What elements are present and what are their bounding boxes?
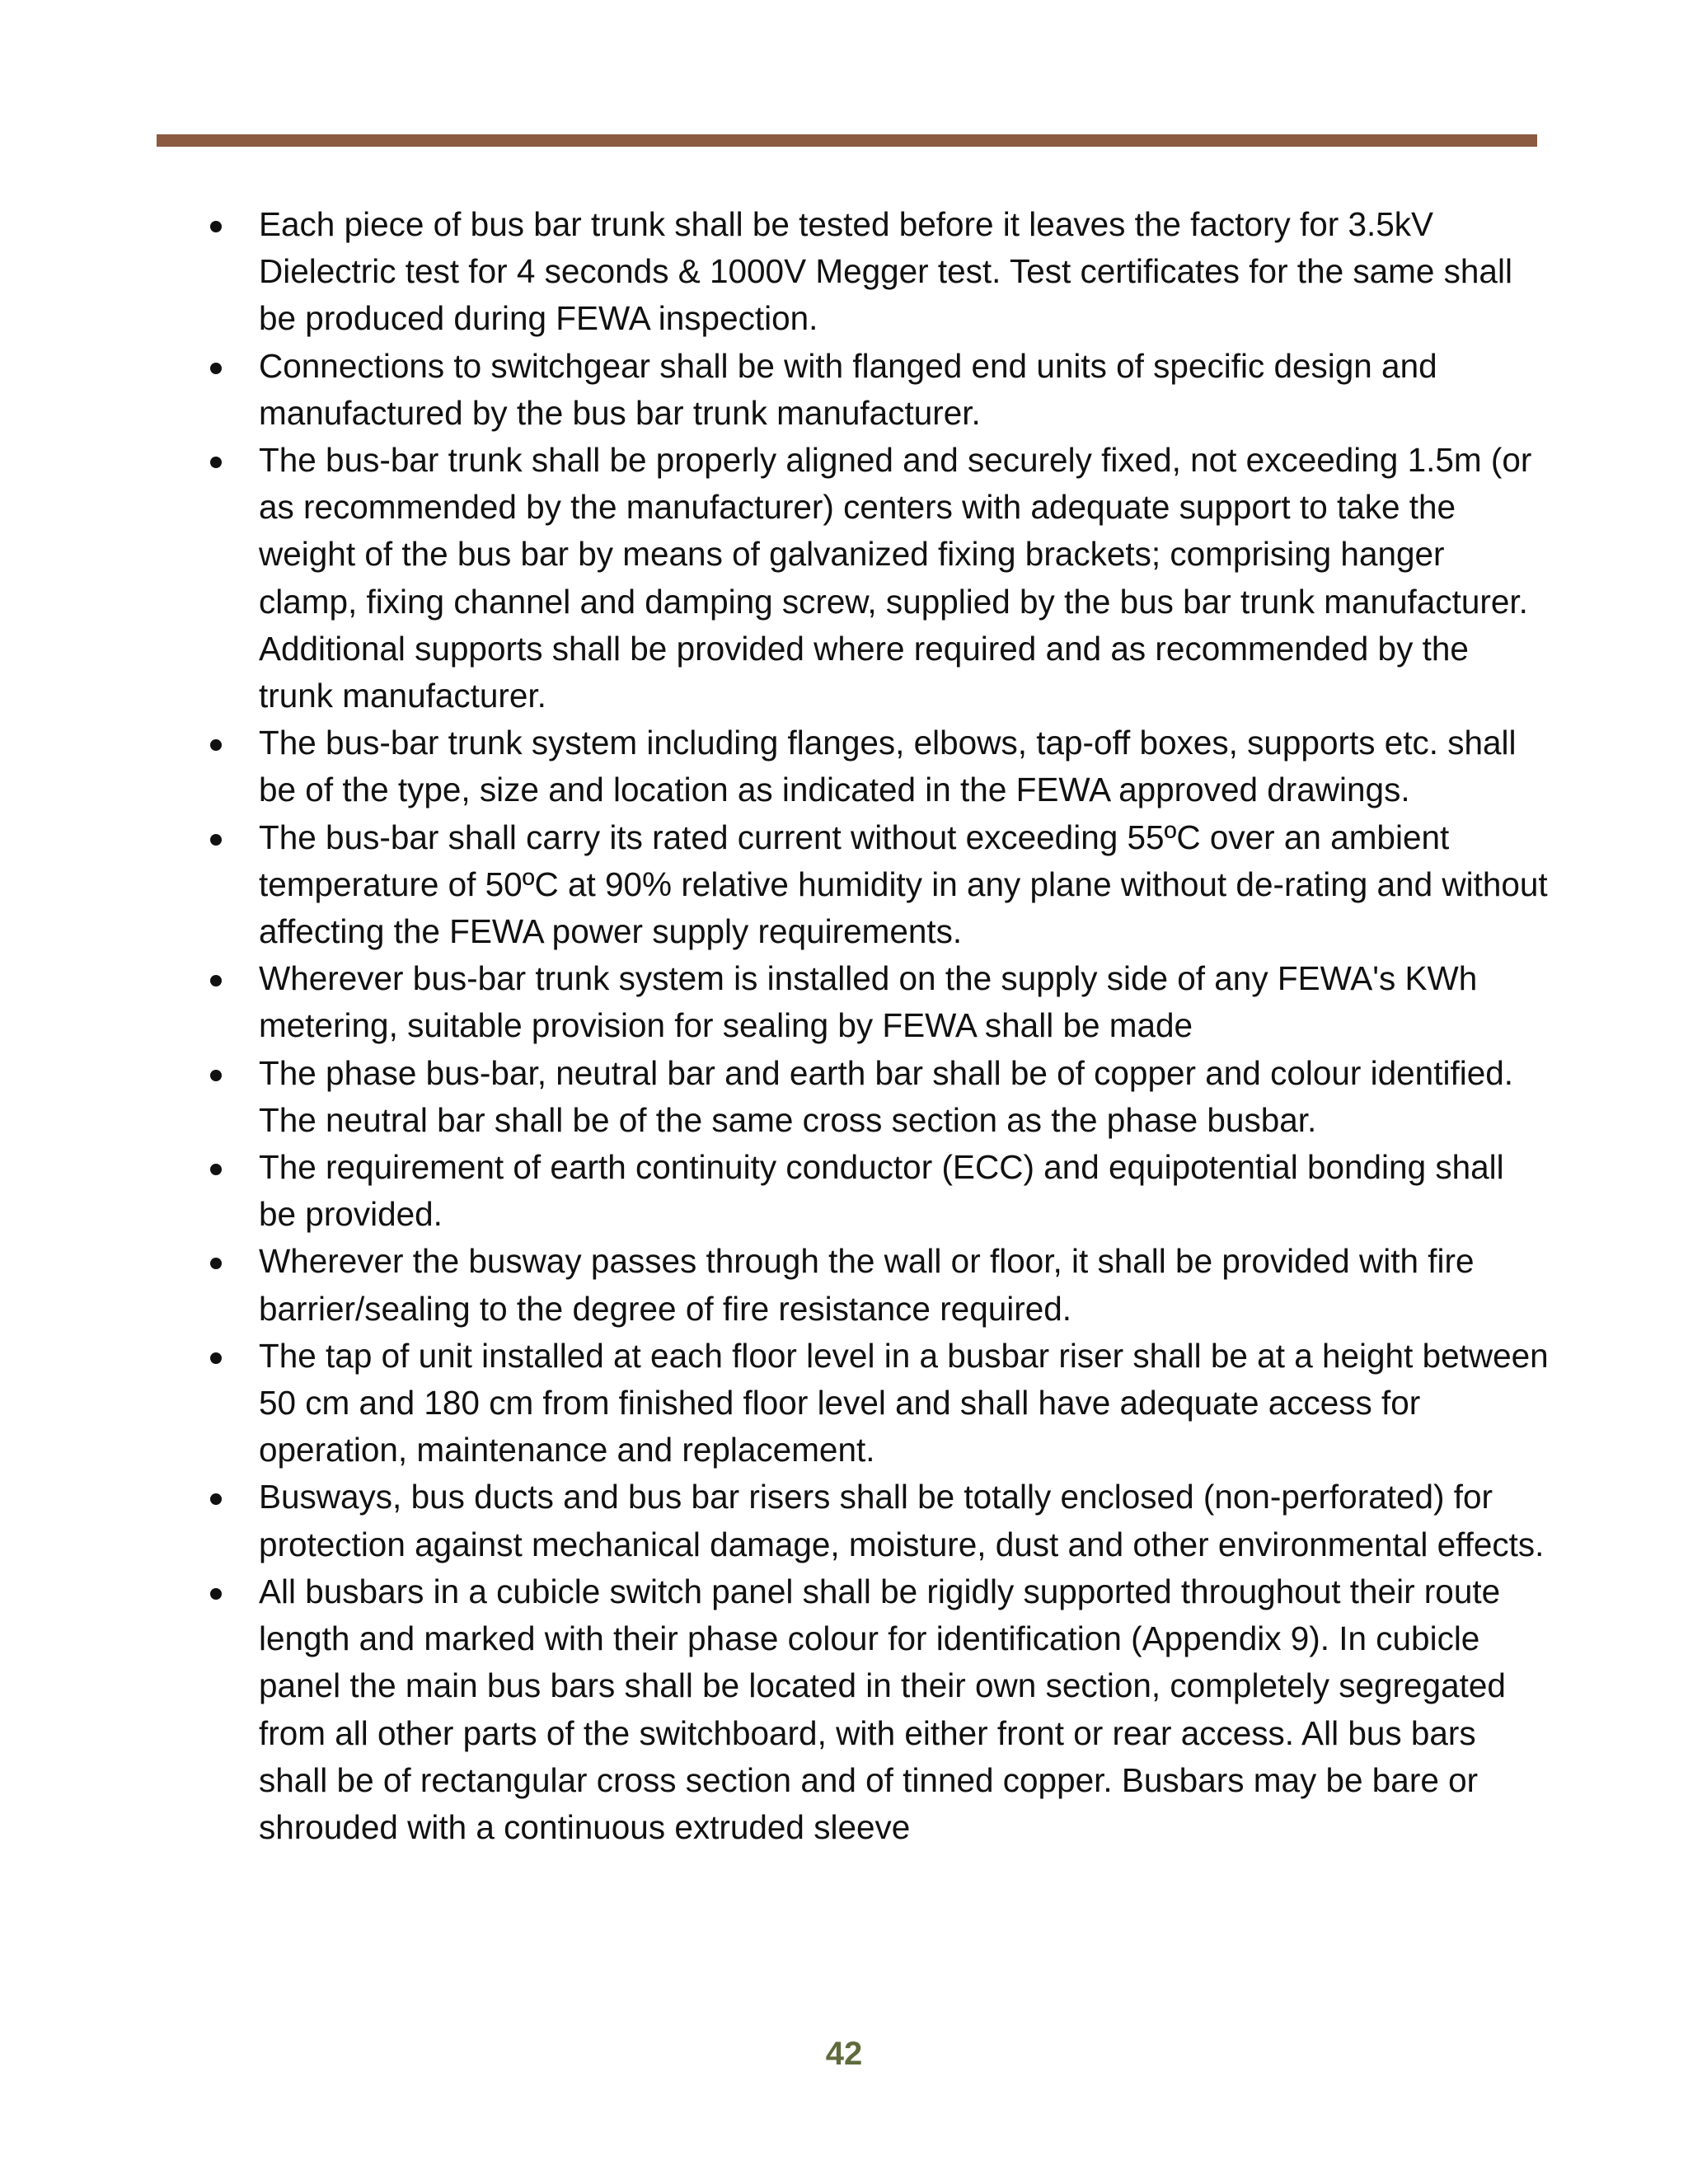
list-item-text: The bus-bar shall carry its rated current without exceeding 55ºC over an ambient temperature of 50ºC at 90% relative humidity in any plane without de-rating and without affecting the FEWA power supply requirements. bbox=[259, 818, 1548, 951]
bullet-dot-icon bbox=[210, 457, 222, 468]
list-item-text: Wherever the busway passes through the wall or floor, it shall be provided with fire barrier/sealing to the degree of fire resistance required. bbox=[259, 1242, 1475, 1328]
list-item bbox=[198, 1333, 1550, 1474]
list-item bbox=[198, 201, 1550, 343]
bullet-dot-icon bbox=[210, 1352, 222, 1364]
list-item-text: The phase bus-bar, neutral bar and earth bar shall be of copper and colour identified. The neutral bar shall be of the same cross section as the phase busbar. bbox=[259, 1053, 1513, 1139]
bullet-dot-icon bbox=[210, 221, 222, 232]
list-item bbox=[198, 1474, 1550, 1568]
list-item-text: Wherever bus-bar trunk system is installed on the supply side of any FEWA's KWh metering, suitable provision for sealing by FEWA shall be made bbox=[259, 959, 1478, 1045]
list-item-text: The bus-bar trunk shall be properly aligned and securely fixed, not exceeding 1.5m (or as recommended by the manufacturer) centers with adequate support to take the weight of the bus bar by means of galvanized fixing brackets; comprising hanger clamp, fixing channel and damping screw, supplied by the bus bar trunk manufacturer. Additional supports shall be provided where required and as recommended by the trunk manufacturer. bbox=[259, 441, 1532, 715]
list-item-text: All busbars in a cubicle switch panel shall be rigidly supported throughout their route length and marked with their phase colour for identification (Appendix 9). In cubicle panel the main bus bars shall be located in their own section, completely segregated from all other parts of the switchboard, with either front or rear access. All bus bars shall be of rectangular cross section and of tinned copper. Busbars may be bare or shrouded with a continuous extruded sleeve bbox=[259, 1572, 1506, 1846]
bullet-dot-icon bbox=[210, 363, 222, 374]
document-body bbox=[198, 201, 1550, 1851]
bullet-dot-icon bbox=[210, 834, 222, 846]
list-item-text: The tap of unit installed at each floor level in a busbar riser shall be at a height between 50 cm and 180 cm from finished floor level and shall have adequate access for operation, maintenance and replacement. bbox=[259, 1336, 1549, 1469]
list-item bbox=[198, 955, 1550, 1049]
bullet-list bbox=[198, 201, 1550, 1851]
bullet-dot-icon bbox=[210, 1588, 222, 1600]
bullet-dot-icon bbox=[210, 975, 222, 987]
list-item bbox=[198, 437, 1550, 719]
list-item-text: Busways, bus ducts and bus bar risers shall be totally enclosed (non-perforated) for protection against mechanical damage, moisture, dust and other environmental effects. bbox=[259, 1478, 1545, 1563]
list-item bbox=[198, 1568, 1550, 1851]
list-item-text: Connections to switchgear shall be with flanged end units of specific design and manufactured by the bus bar trunk manufacturer. bbox=[259, 346, 1437, 432]
list-item bbox=[198, 1050, 1550, 1144]
list-item bbox=[198, 1238, 1550, 1332]
bullet-dot-icon bbox=[210, 739, 222, 751]
bullet-dot-icon bbox=[210, 1258, 222, 1269]
list-item-text: Each piece of bus bar trunk shall be tested before it leaves the factory for 3.5kV Dielectric test for 4 seconds & 1000V Megger test. Test certificates for the same shall be produced during FEWA inspection. bbox=[259, 205, 1512, 338]
page-number: 42 bbox=[825, 2036, 863, 2072]
list-item bbox=[198, 719, 1550, 813]
list-item-text: The requirement of earth continuity conductor (ECC) and equipotential bonding shall be provided. bbox=[259, 1148, 1504, 1234]
list-item bbox=[198, 814, 1550, 956]
list-item bbox=[198, 343, 1550, 437]
list-item bbox=[198, 1144, 1550, 1238]
bullet-dot-icon bbox=[210, 1493, 222, 1505]
bullet-dot-icon bbox=[210, 1164, 222, 1175]
list-item-text: The bus-bar trunk system including flanges, elbows, tap-off boxes, supports etc. shall be of the type, size and location as indicated in the FEWA approved drawings. bbox=[259, 724, 1517, 809]
bullet-dot-icon bbox=[210, 1070, 222, 1081]
header-rule bbox=[157, 134, 1537, 147]
